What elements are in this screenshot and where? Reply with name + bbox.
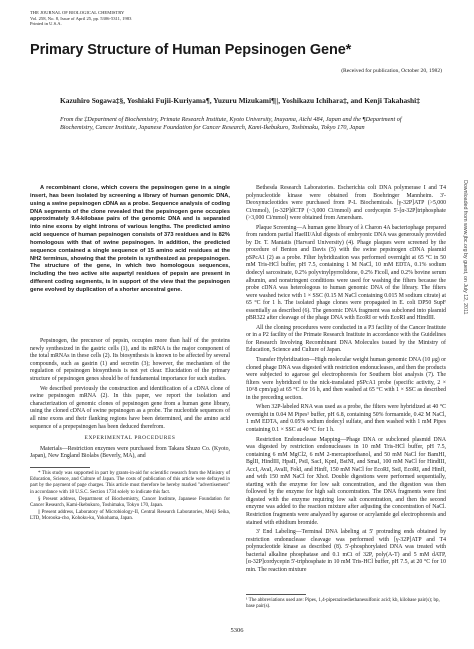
journal-printed: Printed in U.S.A. <box>30 21 62 27</box>
journal-name: THE JOURNAL OF BIOLOGICAL CHEMISTRY <box>30 10 125 15</box>
end-labeling-paragraph: 3' End Labeling—Terminal DNA labeling at 5' protruding ends obtained by restriction endonuclease cleavage was performed with [γ-32P]ATP and T4 polynucleotide kinase as described (8). 5'-phosphorylated DNA was treated with bacterial alkaline phosphatase and 0.1 mCi of 32P, poly(A-T) and 5 mM dATP, [α-32P]cordycepin 5'-triphosphate in 10 mM Tris-HCl buffer, pH 7.5, at 20 °C for 10 min. The reaction mixture <box>246 529 446 573</box>
footnote-grant: * This study was supported in part by grants-in-aid for scientific research from the Ministry of Education, Science, and Culture of Japan. The costs of publication of this article were defrayed in part by the payment of page charges. This article must therefore be hereby marked "advertisement" in accordance with 18 U.S.C. Section 1734 solely to indicate this fact. <box>30 470 230 495</box>
article-title: Primary Structure of Human Pepsinogen Gene* <box>30 42 352 58</box>
materials-paragraph: Materials—Restriction enzymes were purchased from Takara Shuzo Co. (Kyoto, Japan), New England Biolabs (Beverly, MA), and <box>30 445 230 460</box>
transfer-hybridization-paragraph: Transfer Hybridization—High molecular weight human genomic DNA (10 μg) or cloned phage DNA was digested with restriction endonucleases, and then the products were subjected to agarose gel electrophoresis for Southern blot analysis (7). The filters were hybridized to the nick-translated pSPcA1 probe (specific activity, 2 × 10^8 cpm/μg) at 65 °C for 16 h, and then washed at 65 °C with 1 × SSC as described in the preceding section. <box>246 357 446 401</box>
rna-probe-paragraph: When 32P-labeled RNA was used as a probe, the filters were hybridized at 40 °C overnight in 0.04 M Pipes¹ buffer, pH 6.8, containing 50% formamide, 0.42 M NaCl, 1 mM EDTA, and 0.05% sodium dodecyl sulfate, and then washed with 1 mM Pipes containing 0.1 × SSC at 40 °C for 1 h. <box>246 404 446 433</box>
abbreviations-footnote <box>246 588 446 610</box>
author-list: Kazuhiro Sogawa‡§, Yoshiaki Fujii-Kuriyama¶, Yuzuru Mizukami¶||, Yoshikazu Ichihara‡, and Kenji Takahashi‡ <box>60 96 420 105</box>
abstract: A recombinant clone, which covers the pepsinogen gene in a single insert, has been isolated by screening a library of human genomic DNA, using a swine pepsinogen cDNA as a probe. Sequence analysis of coding DNA segments of the clone revealed that the pepsinogen gene occupies approximately 9.4-kilobase pairs of the genomic DNA and is separated into nine exons by eight introns of various lengths. The predicted amino acid sequence of human pepsinogen consists of 373 residues and is 82% homologous with that of swine pepsinogen. In addition, the predicted sequence contained a single sequence of 15 amino acid residues at the NH2 terminus, showing that the protein is synthesized as prepepsinogen. The structure of the gene, in which two homologous sequences, including the two active site aspartyl residues of pepsin are present in different coding segments, is in support of the view that the pepsinogen gene evolved by duplication of a shorter ancestral gene. <box>30 185 230 293</box>
author-affiliation: From the ‡Department of Biochemistry, Primate Research Institute, Kyoto University, Inuyama, Aichi 484, Japan and the ¶Department of Biochemistry, Cancer Institute, Japanese Foundation for Cancer Research, Kami-Ikebukuro, Toshimaku, Tokyo 170, Japan <box>60 116 402 131</box>
abbreviations-divider <box>246 594 306 595</box>
intro-paragraph-1: Pepsinogen, the precursor of pepsin, occupies more than half of the proteins newly synthesized in the gastric cells (1), and its mRNA is the major component of the total mRNAs in these cells (2). Its biosynthesis is known to be affected by several compounds, such as gastrin (1) and secretin (3); however, the mechanism of the regulation of pepsinogen biosynthesis is not yet clear. Elucidation of the primary structure of pepsinogen genes should be of fundamental importance for such studies. <box>30 338 230 382</box>
abbreviations-text: ¹ The abbreviations used are: Pipes, 1,4-piperazinediethanesulfonic acid; kb, kilobase pair(s); bp, base pair(s). <box>246 598 440 610</box>
section-heading-experimental: EXPERIMENTAL PROCEDURES <box>84 435 176 442</box>
download-watermark[interactable]: Downloaded from www.jbc.org by guest, on July 12, 2011 <box>462 180 468 315</box>
cloning-guidelines-paragraph: All the cloning procedures were conducted in a P3 facility of the Cancer Institute or in a P2 facility of the Primate Research Institute in accordance with the Guidelines for Research Involving Recombinant DNA Molecules issued by the Ministry of Education, Science and Culture of Japan. <box>246 324 446 354</box>
journal-header <box>30 10 131 27</box>
intro-paragraph-2: We described previously the construction and identification of a cDNA clone of swine pepsinogen mRNA (2). In this paper, we report the isolation and characterization of genomic clones of pepsinogen gene from a human gene library, using the cloned cDNA of swine pepsinogen as a probe. The nucleotide sequences of all nine exons and their flanking regions have been determined, and the amino acid sequence of a prepepsinogen has been deduced therefrom. <box>30 385 230 430</box>
materials-continued: Bethesda Research Laboratories. Escherichia coli DNA polymerase I and T4 polynucleotide kinase were obtained from Boehringer Mannheim. 3'-Deoxynucleotides were purchased from P-L Biochemicals. [γ-32P]ATP (>5,000 Ci/mmol), [α-32P]dCTP (~3,000 Ci/mmol) and cordycepin 5'-[α-32P]triphosphate (>3,000 Ci/mmol) were obtained from Amersham. <box>246 185 446 222</box>
left-column <box>30 338 230 524</box>
footnote-divider <box>30 467 90 468</box>
right-column <box>246 185 446 576</box>
footnote-address-2: || Present address, Laboratory of Microbiology-II, Central Research Laboratories, Meiji Seika, LTD, Morooka-cho, Kohoku-ku, Yokohama, Japan. <box>30 510 230 522</box>
journal-issue: Vol. 258, No. 8, Issue of April 25, pp. 5306-5311, 1983 <box>30 15 132 21</box>
footnotes <box>30 471 230 523</box>
plaque-screening-paragraph: Plaque Screening—A human gene library of λ Charon 4A bacteriophage prepared from random partial HaeIII/AluI digests of embryonic DNA was generously provided by Dr. T. Maniatis (Harvard University) (4). Phage plaques were screened by the procedure of Benton and Davis (5) with the swine pepsinogen cDNA plasmid pSPcA1 (2) as a probe. Filter hybridization was performed overnight at 65 °C in 50 mM Tris-HCl buffer, pH 7.5, containing 1 M NaCl, 10 mM EDTA, 0.1% sodium dodecyl sarcosinate, 0.2% polyvinylpyrrolidone, 0.2% Ficoll, and 0.2% bovine serum albumin, and nonstringent conditions were used for washing the filters because the probe cDNA was heterologous to human genomic DNA of the library. The filters were washed twice with 1 × SSC (0.15 M NaCl containing 0.015 M sodium citrate) at 65 °C for 1 h. The isolated phage clones were propagated in E. coli DP50 SupF essentially as described (6). The genomic DNA fragment was subcloned into plasmid pBR322 after cleavage of the phage DNA with EcoRI or with EcoRI and HindIII. <box>246 224 446 322</box>
footnote-address-1: § Present address, Department of Biochemistry, Cancer Institute, Japanese Foundation for Cancer Research, Kami-Ikebukuro, Toshimaku, Tokyo 170, Japan. <box>30 496 230 508</box>
received-date: (Received for publication, October 20, 1982) <box>341 68 442 74</box>
restriction-mapping-paragraph: Restriction Endonuclease Mapping—Phage DNA or subcloned plasmid DNA was digested by restriction endonucleases in 10 mM Tris-HCl buffer, pH 7.5, containing 6 mM MgCl2, 6 mM 2-mercaptoethanol, and 50 mM NaCl for BamHI, BglII, HindIII, HpaII, PstI, SacI, KpnI, BstNI, and SmaI, 100 mM NaCl for HindIII, AccI, AvaI, AvaII, FokI, and HinfI, 150 mM NaCl for EcoRI, SstI, EcoRI, and HinfI, and with 150 mM NaCl for XhoI. Double digestions were performed sequentially, starting with the enzyme for low salt concentration, and the digestion was then followed by the enzyme for high salt concentration. The DNA fragments were first digested with the enzyme requiring low salt concentration, and then the second enzyme was added to the reaction mixture after adjusting the concentration of NaCl. Restriction fragments were analyzed by agarose or acrylamide gel electrophoresis and stained with ethidium bromide. <box>246 436 446 526</box>
page-number: 5306 <box>230 627 244 634</box>
